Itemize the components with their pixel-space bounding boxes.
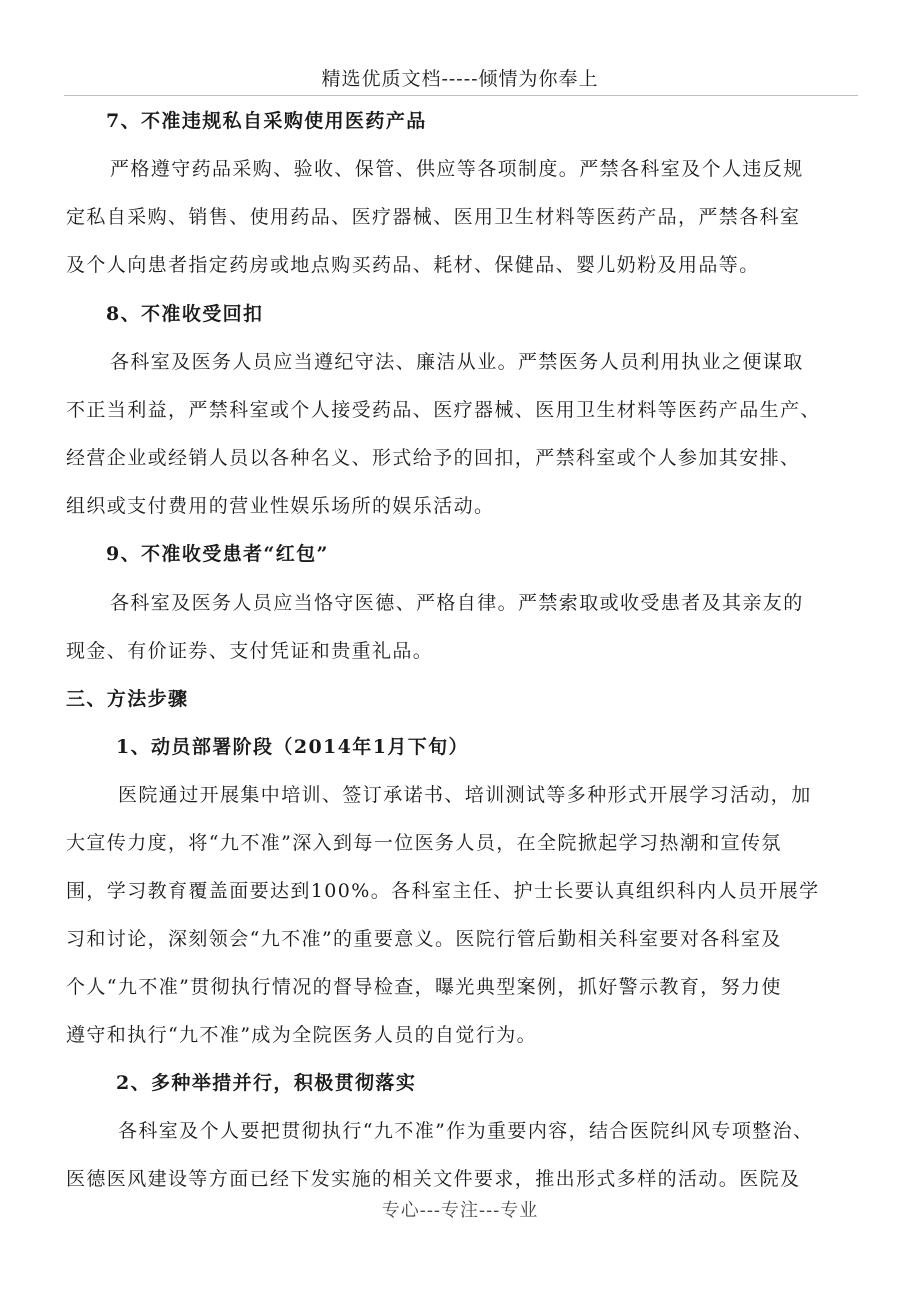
body-line: 各科室及医务人员应当恪守医德、严格自律。严禁索取或收受患者及其亲友的 [110,592,804,614]
body-line: 各科室及个人要把贯彻执行“九不准”作为重要内容，结合医院纠风专项整治、 [118,1120,814,1142]
heading-item-7: 7、不准违规私自采购使用医药产品 [106,110,427,132]
body-line: 定私自采购、销售、使用药品、医疗器械、医用卫生材料等医药产品，严禁各科室 [66,206,801,228]
body-line: 及个人向患者指定药房或地点购买药品、耗材、保健品、婴儿奶粉及用品等。 [66,254,760,276]
subheading-stage-2: 2、多种举措并行，积极贯彻落实 [116,1072,417,1094]
body-line: 个人“九不准”贯彻执行情况的督导检查，曝光典型案例，抓好警示教育，努力使 [66,976,782,998]
body-line: 医院通过开展集中培训、签订承诺书、培训测试等多种形式开展学习活动，加 [118,784,812,806]
page-footer: 专心---专注---专业 [381,1200,539,1221]
subheading-stage-1: 1、动员部署阶段（2014年1月下旬） [116,736,469,758]
header-divider [64,95,858,96]
body-line: 经营企业或经销人员以各种名义、形式给予的回扣，严禁科室或个人参加其安排、 [66,447,801,469]
body-line: 医德医风建设等方面已经下发实施的相关文件要求，推出形式多样的活动。医院及 [66,1168,801,1190]
page-header: 精选优质文档-----倾情为你奉上 [321,68,599,90]
body-line: 遵守和执行“九不准”成为全院医务人员的自觉行为。 [66,1024,538,1046]
body-line: 不正当利益，严禁科室或个人接受药品、医疗器械、医用卫生材料等医药产品生产、 [66,399,821,421]
body-line: 现金、有价证券、支付凭证和贵重礼品。 [66,640,434,662]
body-line: 严格遵守药品采购、验收、保管、供应等各项制度。严禁各科室及个人违反规 [110,158,804,180]
heading-item-8: 8、不准收受回扣 [106,303,264,325]
body-line: 大宣传力度，将“九不准”深入到每一位医务人员，在全院掀起学习热潮和宣传氛 [66,832,782,854]
section-heading-methods: 三、方法步骤 [66,688,189,710]
heading-item-9: 9、不准收受患者“红包” [106,543,329,565]
body-line: 习和讨论，深刻领会“九不准”的重要意义。医院行管后勤相关科室要对各科室及 [66,928,782,950]
body-line: 组织或支付费用的营业性娱乐场所的娱乐活动。 [66,495,495,517]
body-line: 围，学习教育覆盖面要达到100%。各科室主任、护士长要认真组织科内人员开展学 [66,880,820,902]
body-line: 各科室及医务人员应当遵纪守法、廉洁从业。严禁医务人员利用执业之便谋取 [110,351,804,373]
